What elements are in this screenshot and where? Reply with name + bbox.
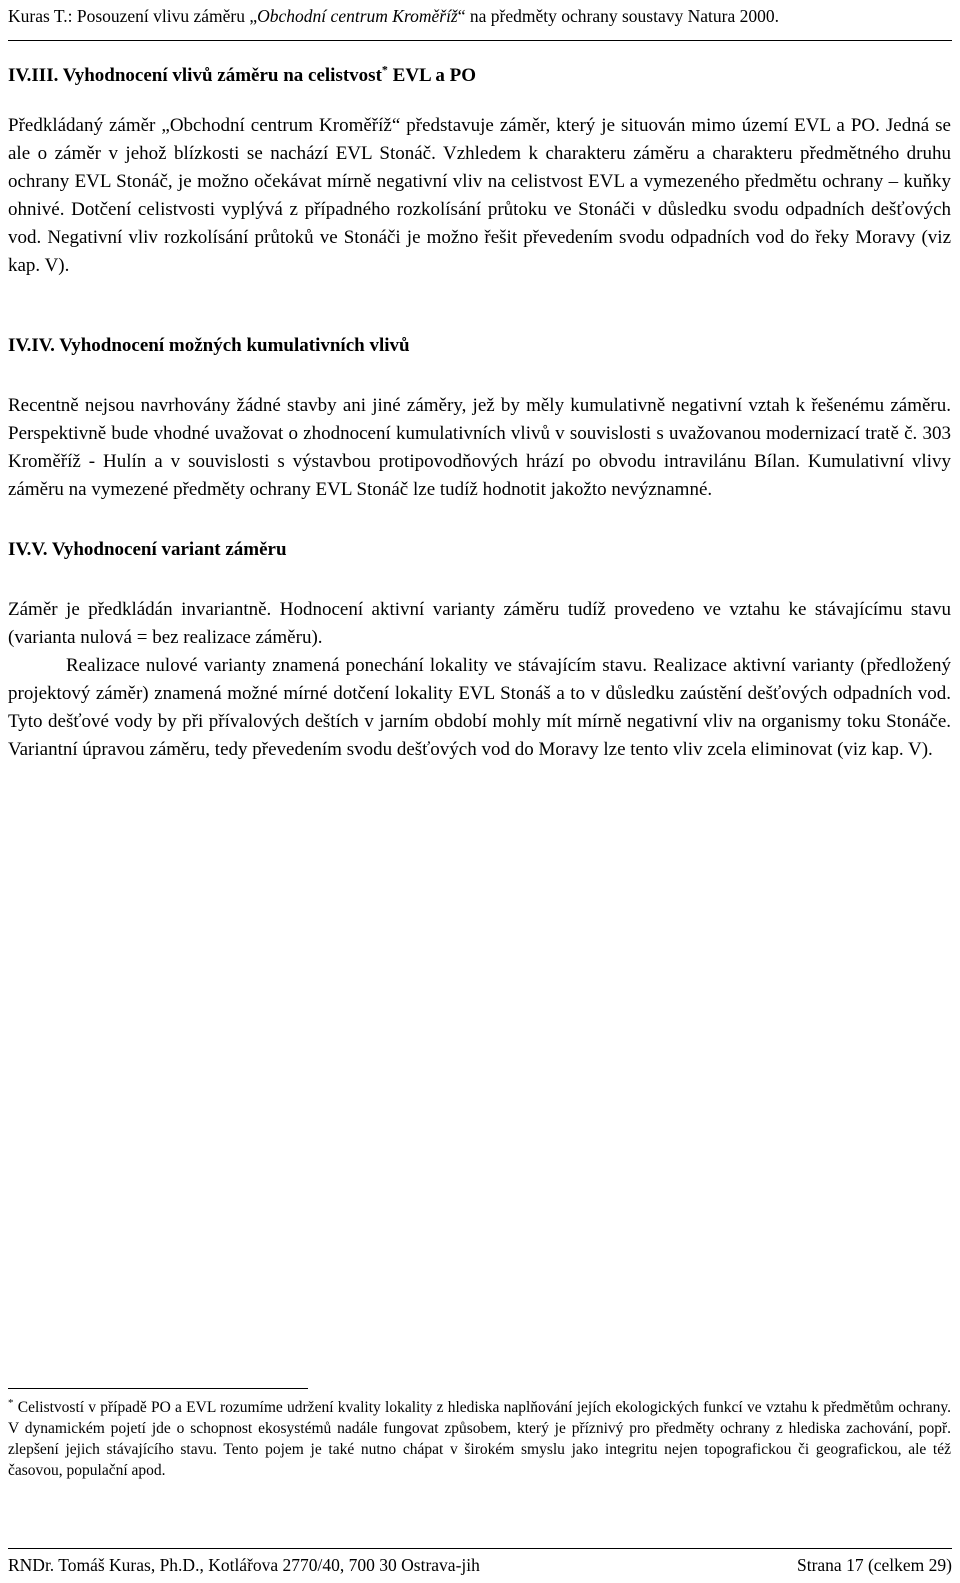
heading-footnote-marker: *	[381, 62, 388, 77]
footnote-text	[8, 1393, 951, 1481]
section-heading-integrity	[8, 62, 951, 90]
footnote-divider	[8, 1388, 308, 1389]
page-footer	[8, 1548, 952, 1577]
page-header	[8, 4, 952, 41]
heading-text: IV.III. Vyhodnocení vlivů záměru na celistvost	[8, 65, 382, 86]
main-content	[8, 62, 951, 764]
paragraph-variants-1: Záměr je předkládán invariantně. Hodnocení aktivní varianty záměru tudíž provedeno ve vztahu ke stávajícímu stavu (varianta nulová = bez realizace záměru).	[8, 599, 951, 648]
header-prefix: Kuras T.: Posouzení vlivu záměru „	[8, 6, 258, 26]
section-heading-variants: IV.V. Vyhodnocení variant záměru	[8, 539, 287, 560]
paragraph-integrity: Předkládaný záměr „Obchodní centrum Kroměříž“ představuje záměr, který je situován mimo území EVL a PO. Jedná se ale o záměr v jehož blízkosti se nachází EVL Stonáč. Vzhledem k charakteru záměru a charakteru předmětného druhu ochrany EVL Stonáč, je možno očekávat mírně negativní vliv na celistvost EVL a vymezeného předmětu ochrany – kuňky ohnivé. Dotčení celistvosti vyplývá z případného rozkolísání průtoku ve Stonáči v důsledku svodu odpadních dešťových vod. Negativní vliv rozkolísání průtoků ve Stonáči je možno řešit převedením svodu odpadních vod do řeky Moravy (viz kap. V).	[8, 115, 951, 276]
header-title: Obchodní centrum Kroměříž	[257, 6, 458, 26]
header-text	[8, 4, 779, 28]
footnote-area	[8, 1388, 951, 1481]
footnote-marker: *	[8, 1397, 14, 1409]
footer-author: RNDr. Tomáš Kuras, Ph.D., Kotlářova 2770/40, 700 30 Ostrava-jih	[8, 1555, 480, 1575]
footnote-body: Celistvostí v případě PO a EVL rozumíme udržení kvality lokality z hlediska naplňování jejích ekologických funkcí ve vztahu k předmětům ochrany. V dynamickém pojetí jde o schopnost ekosystémů nadále fungovat způsobem, který je příznivý pro předměty ochrany z hlediska zachování, popř. zlepšení jejich stávajícího stavu. Tento pojem je také nutno chápat v širokém smyslu jako integritu nejen topografickou či geografickou, ale též časovou, populační apod.	[8, 1399, 951, 1480]
header-suffix: “ na předměty ochrany soustavy Natura 2000.	[457, 6, 779, 26]
heading-tail: EVL a PO	[387, 65, 477, 86]
footer-page-number: Strana 17 (celkem 29)	[796, 1555, 952, 1575]
paragraph-cumulative: Recentně nejsou navrhovány žádné stavby ani jiné záměry, jež by měly kumulativně negativní vztah k řešenému záměru. Perspektivně bude vhodné uvažovat o zhodnocení kumulativních vlivů v souvislosti s uvažovanou modernizací tratě č. 303 Kroměříž - Hulín a v souvislosti s výstavbou protipovodňových hrází po obvodu intravilánu Bílan. Kumulativní vlivy záměru na vymezené předměty ochrany EVL Stonáč lze tudíž hodnotit jakožto nevýznamné.	[8, 395, 951, 500]
paragraph-variants-2: Realizace nulové varianty znamená ponechání lokality ve stávajícím stavu. Realizace aktivní varianty (předložený projektový záměr) znamená možné mírné dotčení lokality EVL Stonáš a to v důsledku zaústění dešťových odpadních vod. Tyto dešťové vody by při přívalových deštích v jarním období mohly mít mírně negativní vliv na organismy toku Stonáče. Variantní úpravou záměru, tedy převedením svodu dešťových vod do Moravy lze tento vliv zcela eliminovat (viz kap. V).	[8, 655, 951, 760]
section-heading-cumulative: IV.IV. Vyhodnocení možných kumulativních vlivů	[8, 335, 410, 356]
